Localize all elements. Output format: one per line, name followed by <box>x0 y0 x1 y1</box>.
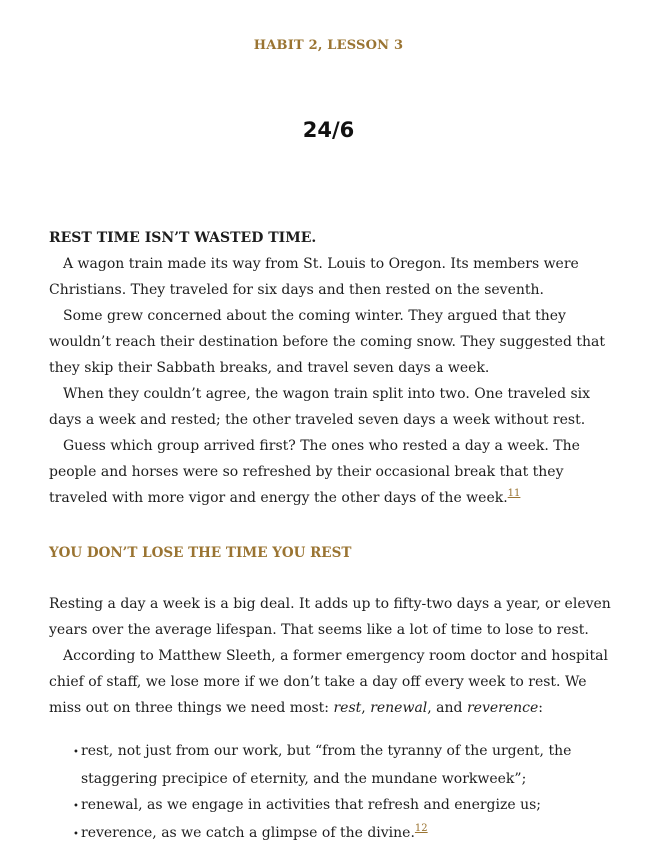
bullet-text-rest: rest, not just from our work, but “from the tyranny of the urgent, the staggering precipice of eternity, and the mundane workweek”; <box>81 743 572 787</box>
lead-paragraph <box>49 225 611 251</box>
list-item <box>49 792 611 820</box>
paragraph-result <box>49 433 611 511</box>
colon: : <box>538 700 543 716</box>
sleeth-text: According to Matthew Sleeth, a former emergency room doctor and hospital chief of staff, we lose more if we don’t take a day off every week to rest. We miss out on three things we need most: <box>49 648 608 716</box>
footnote-link-12[interactable]: 12 <box>414 823 428 834</box>
footnote-link-11[interactable]: 11 <box>507 488 521 499</box>
bullet-text-reverence: reverence, as we catch a glimpse of the divine. <box>81 825 415 841</box>
lesson-kicker: HABIT 2, LESSON 3 <box>253 38 404 53</box>
paragraph-winter-concern: Some grew concerned about the coming winter. They argued that they wouldn’t reach their destination before the coming snow. They suggested that they skip their Sabbath breaks, and travel seven days a week. <box>49 308 605 376</box>
paragraph-wagon-train: A wagon train made its way from St. Louis to Oregon. Its members were Christians. They traveled for six days and then rested on the seventh. <box>49 256 579 298</box>
bullet-marker: • <box>73 829 79 840</box>
term-rest: rest <box>333 700 362 716</box>
paragraph-split: When they couldn’t agree, the wagon train split into two. One traveled six days a week and rested; the other traveled seven days a week without rest. <box>49 386 591 428</box>
lead-heading: REST TIME ISN’T WASTED TIME. <box>49 230 317 246</box>
chapter-title: 24/6 <box>302 118 355 142</box>
paragraph-sleeth <box>49 643 611 721</box>
bullet-text-renewal: renewal, as we engage in activities that refresh and energize us; <box>81 797 542 813</box>
paragraph-big-deal: Resting a day a week is a big deal. It adds up to fifty-two days a year, or eleven years over the average lifespan. That seems like a lot of time to lose to rest. <box>49 596 611 638</box>
bullet-marker: • <box>73 801 79 812</box>
section-rest-time <box>49 225 611 511</box>
result-text: Guess which group arrived first? The ones who rested a day a week. The people and horses were so refreshed by their occasional break that they traveled with more vigor and energy the other days of the week. <box>49 438 580 506</box>
list-item <box>49 820 611 848</box>
footnote-ref-11[interactable] <box>508 488 521 499</box>
bullet-marker: • <box>73 747 79 758</box>
sep-2: , and <box>427 700 467 716</box>
term-renewal: renewal <box>370 700 428 716</box>
section-time-rest <box>49 591 611 848</box>
term-reverence: reverence <box>466 700 539 716</box>
section-heading-time-rest: YOU DON’T LOSE THE TIME YOU REST <box>49 545 352 561</box>
sep-1: , <box>361 700 371 716</box>
bullet-list <box>49 738 611 848</box>
list-item <box>49 738 611 792</box>
footnote-ref-12[interactable] <box>415 823 428 834</box>
